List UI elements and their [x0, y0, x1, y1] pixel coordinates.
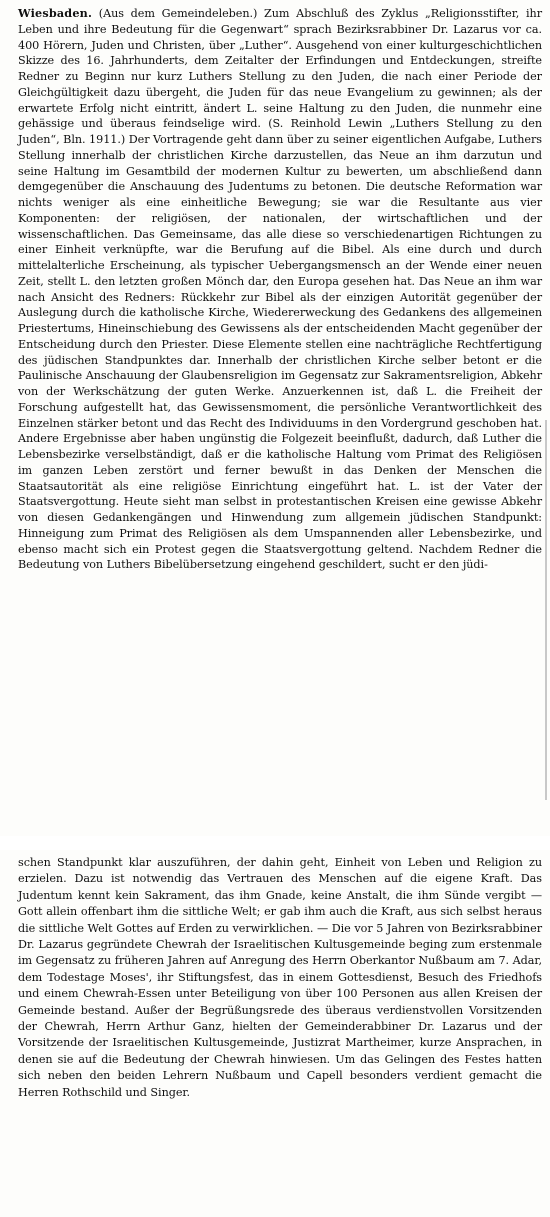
article-paragraph-part-2: [18, 855, 542, 1101]
article-clipping-part-2: [0, 850, 550, 1217]
clipping-divider: [0, 836, 550, 850]
article-body-part-2: schen Standpunkt klar auszuführen, der dahin geht, Einheit von Leben und Religion zu erzielen. Dazu ist notwendig das Vertrauen des Menschen auf die eigene Kraft. Das Judentum kennt kein Sakrament, das ihm Gnade, keine Anstalt, die ihm Sünde vergibt — Gott allein offenbart ihm die sittliche Welt; er gab ihm auch die Kraft, aus sich selbst heraus die sittliche Welt Gottes auf Erden zu verwirklichen. — Die vor 5 Jahren von Bezirksrabbiner Dr. Lazarus gegründete Chewrah der Israelitischen Kultusgemeinde beging zum erstenmale im Gegensatz zu früheren Jahren auf Anregung des Herrn Oberkantor Nußbaum am 7. Adar, dem Todestage Moses', ihr Stiftungsfest, das in einem Gottesdienst, Besuch des Friedhofs und einem Chewrah-Essen unter Beteiligung von über 100 Personen aus allen Kreisen der Gemeinde bestand. Außer der Begrüßungsrede des überaus verdienstvollen Vorsitzenden der Chewrah, Herrn Arthur Ganz, hielten der Gemeinderabbiner Dr. Lazarus und der Vorsitzende der Israelitischen Kultusgemeinde, Justizrat Martheimer, kurze Ansprachen, in denen sie auf die Bedeutung der Chewrah hinwiesen. Um das Gelingen des Festes hatten sich neben den beiden Lehrern Nußbaum und Capell besonders verdient gemacht die Herren Rothschild und Singer.: [18, 856, 542, 1099]
article-paragraph-part-1: [18, 6, 542, 573]
article-body-part-1: (Aus dem Gemeindeleben.) Zum Abschluß des Zyklus „Religionsstifter, ihr Leben und ihre Bedeutung für die Gegenwart“ sprach Bezirksrabbiner Dr. Lazarus vor ca. 400 Hörern, Juden und Christen, über „Luther“. Ausgehend von einer kulturgeschichtlichen Skizze des 16. Jahrhunderts, dem Zeitalter der Erfindungen und Entdeckungen, streifte Redner zu Beginn nur kurz Luthers Stellung zu den Juden, die nach einer Periode der Gleichgültigkeit dazu übergeht, die Juden für das neue Evangelium zu gewinnen; als der erwartete Erfolg nicht eintritt, ändert L. seine Haltung zu den Juden, die nunmehr eine gehässige und überaus feindselige wird. (S. Reinhold Lewin „Luthers Stellung zu den Juden“, Bln. 1911.) Der Vortragende geht dann über zu seiner eigentlichen Aufgabe, Luthers Stellung innerhalb der christlichen Kirche darzustellen, das Neue an ihm darzutun und seine Haltung im Gesamtbild der modernen Kultur zu bewerten, um abschließend dann demgegenüber die Anschauung des Judentums zu betonen. Die deutsche Reformation war nichts weniger als eine einheitliche Bewegung; sie war die Resultante aus vier Komponenten: der religiösen, der nationalen, der wirtschaftlichen und der wissenschaftlichen. Das Gemeinsame, das alle diese so verschiedenartigen Richtungen zu einer Einheit verknüpfte, war die Berufung auf die Bibel. Als eine durch und durch mittelalterliche Erscheinung, als typischer Uebergangsmensch an der Wende einer neuen Zeit, stellt L. den letzten großen Mönch dar, den Europa gesehen hat. Das Neue an ihm war nach Ansicht des Redners: Rückkehr zur Bibel als der einzigen Autorität gegenüber der Auslegung durch die katholische Kirche, Wiedererweckung des Gedankens des allgemeinen Priestertums, Hineinschiebung des Gewissens als der entscheidenden Macht gegenüber der Entscheidung durch den Priester. Diese Elemente stellen eine nachträgliche Rechtfertigung des jüdischen Standpunktes dar. Innerhalb der christlichen Kirche selber betont er die Paulinische Anschauung der Glaubensreligion im Gegensatz zur Sakramentsreligion, Abkehr von der Werkschätzung der guten Werke. Anzuerkennen ist, daß L. die Freiheit der Forschung aufgestellt hat, das Gewissensmoment, die persönliche Verantwortlichkeit des Einzelnen stärker betont und das Recht des Individuums in den Vordergrund geschoben hat. Andere Ergebnisse aber haben ungünstig die Folgezeit beeinflußt, dadurch, daß Luther die Lebensbezirke verselbständigt, daß er die katholische Haltung vom Primat des Religiösen im ganzen Leben zerstört und ferner bewußt in das Denken der Menschen die Staatsautorität als eine religiöse Einrichtung eingeführt hat. L. ist der Vater der Staatsvergottung. Heute sieht man selbst in protestantischen Kreisen eine gewisse Abkehr von diesen Gedankengängen und Hinwendung zum allgemein jüdischen Standpunkt: Hinneigung zum Primat des Religiösen als dem Umspannenden aller Lebensbezirke, und ebenso macht sich ein Protest gegen die Staatsvergottung geltend. Nachdem Redner die Bedeutung von Luthers Bibelübersetzung eingehend geschildert, sucht er den jüdi-: [18, 7, 542, 572]
scan-edge-mark: [545, 420, 547, 800]
article-place-heading: Wiesbaden.: [18, 6, 93, 20]
